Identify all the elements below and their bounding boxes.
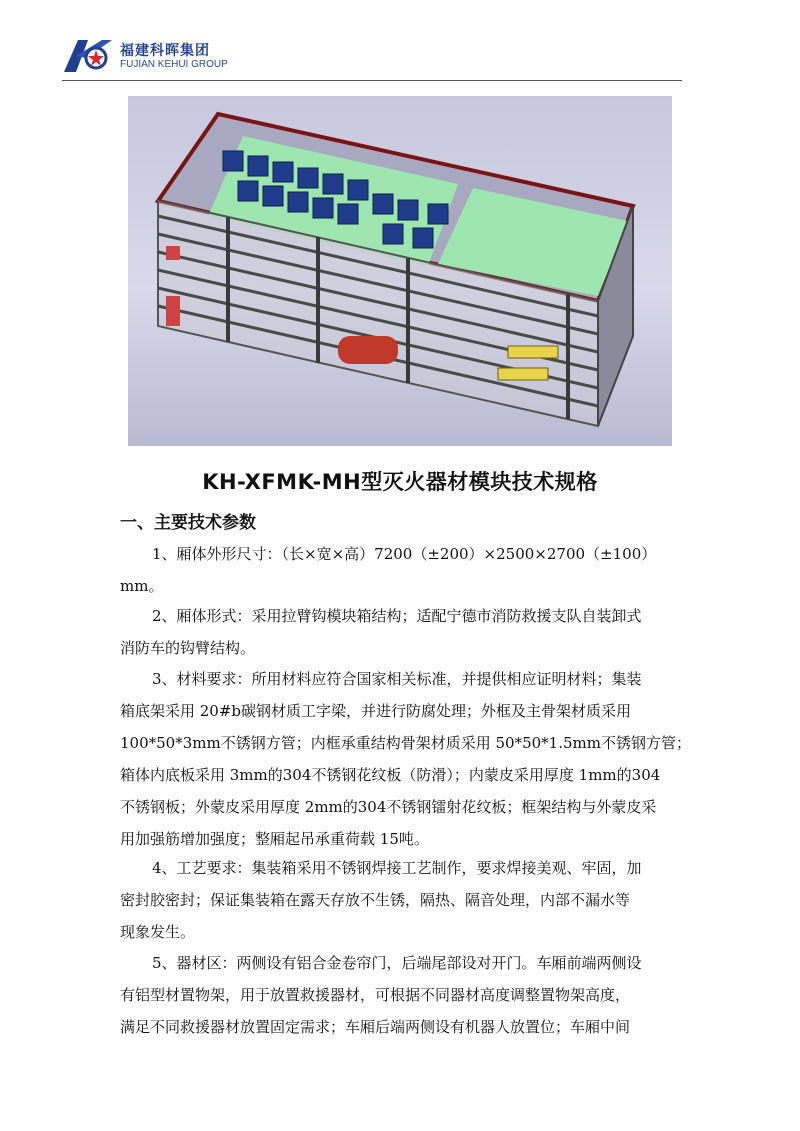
kehui-logo-icon xyxy=(62,38,114,74)
paragraph-materials xyxy=(120,663,691,855)
paragraph-line: 箱体内底板采用 3mm的304不锈钢花纹板（防滑）；内蒙皮采用厚度 1mm的304 xyxy=(120,766,661,784)
paragraph-line: 5、器材区：两侧设有铝合金卷帘门，后端尾部设对开门。车厢前端两侧设 xyxy=(152,954,642,972)
paragraph-line: 2、厢体形式：采用拉臂钩模块箱结构；适配宁德市消防救援支队自装卸式 xyxy=(152,607,642,625)
paragraph-line: 用加强筋增加强度；整厢起吊承重荷载 15吨。 xyxy=(120,830,429,848)
paragraph-line: 3、材料要求：所用材料应符合国家相关标准，并提供相应证明材料；集装 xyxy=(152,670,642,688)
paragraph-line: 消防车的钩臂结构。 xyxy=(120,639,256,657)
paragraph-line: 密封胶密封；保证集装箱在露天存放不生锈，隔热、隔音处理，内部不漏水等 xyxy=(120,891,631,909)
paragraph-line: 箱底架采用 20#b碳钢材质工字梁，并进行防腐处理；外框及主骨架材质采用 xyxy=(120,702,632,720)
header-divider xyxy=(62,80,682,81)
paragraph-dimensions xyxy=(120,538,685,602)
paragraph-line: 不锈钢板；外蒙皮采用厚度 2mm的304不锈钢镭射花纹板；框架结构与外蒙皮采 xyxy=(120,798,657,816)
paragraph-line: 100*50*3mm不锈钢方管；内框承重结构骨架材质采用 50*50*1.5mm不锈钢方管； xyxy=(120,734,691,752)
paragraph-line: mm。 xyxy=(120,577,164,595)
paragraph-process xyxy=(120,852,685,948)
paragraph-line: 有铝型材置物架，用于放置救援器材，可根据不同器材高度调整置物架高度， xyxy=(120,986,631,1004)
paragraph-line: 1、厢体外形尺寸：（长×宽×高）7200（±200）×2500×2700（±100） xyxy=(152,545,657,563)
company-name-en: FUJIAN KEHUI GROUP xyxy=(120,59,228,70)
paragraph-line: 4、工艺要求：集装箱采用不锈钢焊接工艺制作，要求焊接美观、牢固，加 xyxy=(152,859,642,877)
document-title: KH-XFMK-MH型灭火器材模块技术规格 xyxy=(202,470,598,494)
company-name-cn: 福建科晖集团 xyxy=(120,43,210,59)
page-header xyxy=(62,36,682,84)
paragraph-equipment-area xyxy=(120,947,685,1043)
container-3d-render-icon xyxy=(128,96,672,446)
section-heading: 一、主要技术参数 xyxy=(120,513,256,533)
paragraph-line: 满足不同救援器材放置固定需求；车厢后端两侧设有机器人放置位；车厢中间 xyxy=(120,1018,631,1036)
paragraph-line: 现象发生。 xyxy=(120,923,196,941)
paragraph-body-form xyxy=(120,600,685,664)
container-render-image xyxy=(128,96,672,446)
